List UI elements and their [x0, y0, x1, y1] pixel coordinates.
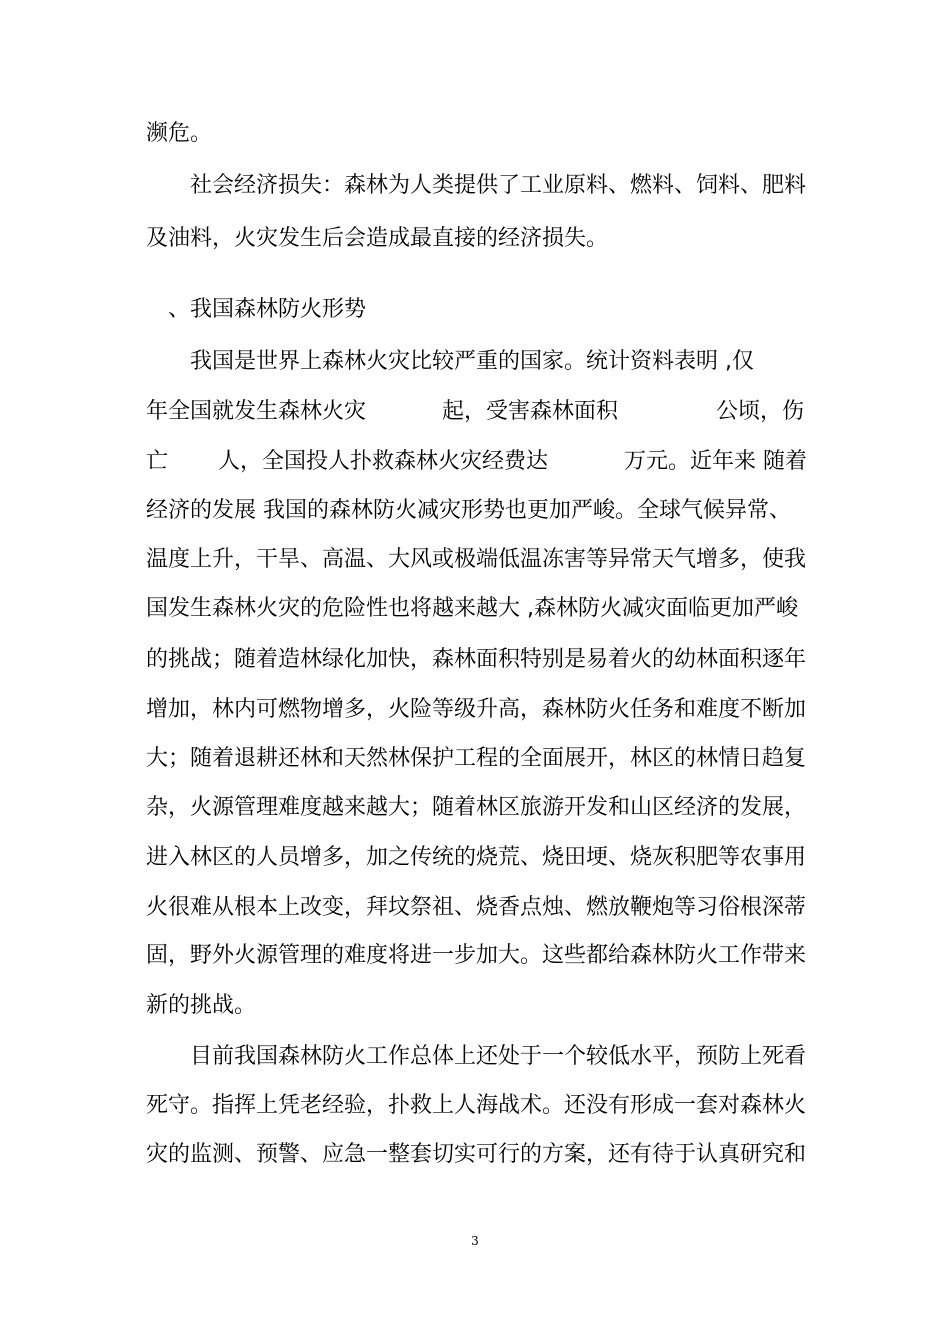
text-line: 温度上升，干旱、高温、大风或极端低温冻害等异常天气增多，使我 — [146, 547, 807, 572]
text-line: 进入林区的人员增多，加之传统的烧荒、烧田埂、烧灰积肥等农事用 — [146, 845, 807, 870]
text-line: 死守。指挥上凭老经验，扑救上人海战术。还没有形成一套对森林火 — [146, 1093, 807, 1118]
text-segment: 人，全国投人扑救森林火灾经费达 — [218, 449, 549, 474]
text-line: 濒危。 — [146, 121, 213, 146]
text-line — [146, 397, 816, 427]
text-segment: 亡 — [146, 449, 169, 474]
text-segment: 万元。近年来 随着 — [624, 449, 807, 474]
text-line: 国发生森林火灾的危险性也将越来越大 ,森林防火减灾面临更加严峻 — [146, 596, 798, 621]
text-line: 及油料，火灾发生后会造成最直接的经济损失。 — [146, 226, 609, 251]
text-line: 固，野外火源管理的难度将进一步加大。这些都给森林防火工作带来 — [146, 943, 807, 968]
text-line — [146, 447, 816, 477]
text-line: 新的挑战。 — [146, 993, 257, 1018]
text-line: 目前我国森林防火工作总体上还处于一个较低水平，预防上死看 — [190, 1044, 807, 1069]
text-line: 社会经济损失：森林为人类提供了工业原料、燃料、饲料、肥料 — [190, 173, 807, 198]
text-line: 大；随着退耕还林和天然林保护工程的全面展开，林区的林情日趋复 — [146, 746, 807, 771]
text-line: 火很难从根本上改变，拜坟祭祖、烧香点烛、燃放鞭炮等习俗根深蒂 — [146, 895, 807, 920]
text-segment: 年全国就发生森林火灾 — [146, 399, 367, 424]
text-line: 增加，林内可燃物增多，火险等级升高，森林防火任务和难度不断加 — [146, 697, 807, 722]
text-line: 的挑战；随着造林绿化加快，森林面积特别是易着火的幼林面积逐年 — [146, 647, 807, 672]
text-line: 灾的监测、预警、应急一整套切实可行的方案，还有待于认真研究和 — [146, 1142, 807, 1167]
text-line: 杂，火源管理难度越来越大；随着林区旅游开发和山区经济的发展， — [146, 795, 807, 820]
section-heading: 、我国森林防火形势 — [168, 297, 367, 322]
text-line: 我国是世界上森林火灾比较严重的国家。统计资料表明 ,仅 — [190, 349, 754, 374]
page-number: 3 — [471, 1234, 479, 1248]
text-line: 经济的发展 我国的森林防火减灾形势也更加严峻。全球气候异常、 — [146, 498, 791, 523]
text-segment: 起，受害森林面积 — [442, 399, 619, 424]
text-segment: 公顷，伤 — [716, 399, 805, 424]
